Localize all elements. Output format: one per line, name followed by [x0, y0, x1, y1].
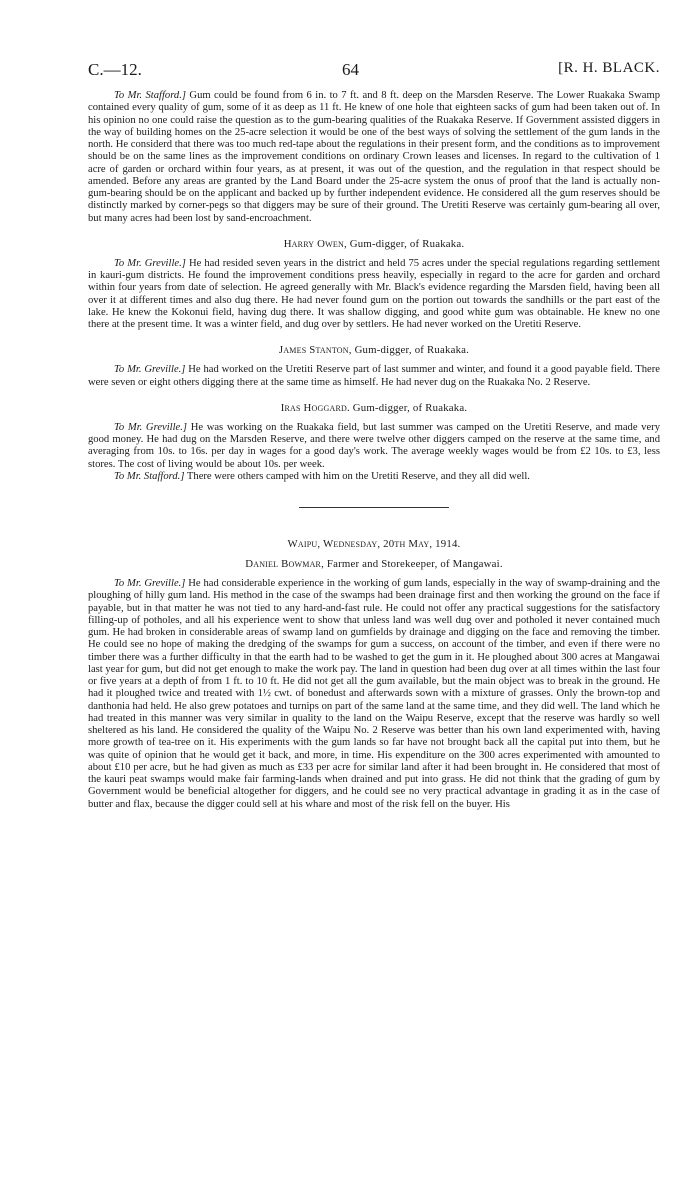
page-header	[88, 60, 660, 90]
sitting-date-heading	[88, 538, 660, 551]
witness-role: , Farmer and Storekeeper, of Mangawai.	[321, 558, 503, 570]
witness-heading-hoggard	[88, 402, 660, 415]
hoggard-evidence-paragraph	[88, 422, 660, 471]
page-number: 64	[342, 60, 359, 79]
witness-name: Iras Hoggard	[280, 401, 347, 414]
document-page	[88, 60, 660, 811]
addressee: To Mr. Greville.]	[114, 257, 186, 269]
witness-name: James Stanton	[278, 344, 349, 357]
witness-name: Daniel Bowmar	[245, 558, 322, 570]
running-head-author: [R. H. BLACK.	[558, 60, 660, 76]
witness-role: , Gum-digger, of Ruakaka.	[343, 237, 465, 250]
witness-heading-stanton	[88, 344, 660, 357]
hoggard-evidence-paragraph-2	[88, 471, 660, 483]
addressee: To Mr. Greville.]	[114, 364, 186, 376]
stanton-evidence-paragraph	[88, 364, 660, 389]
witness-name: Harry Owen	[283, 237, 344, 250]
evidence-text: He had resided seven years in the district and held 75 acres under the special regulations regarding settlement in kauri-gum districts. He found the improvement conditions press heavily, especially in regard to the acre for garden and orchard within four years from date of selection. He agreed generally with Mr. Black's evidence regarding the Marsden field, having been all over it at different times and also dug there. He had never found gum on the portion out towards the sandhills or the part east of the lake. He knew the Kokonui field, having dug there. It was shallow digging, and good white gum was obtainable. He knew no one there at the present time. It was a winter field, and dug over by settlers. He had never worked on the Uretiti Reserve.	[88, 257, 660, 330]
evidence-text: He had considerable experience in the working of gum lands, especially in the way of swamp-draining and the ploughing of hilly gum land. His method in the case of the swamps had been drainage first and then working the ground on the face if payable, but in that matter he was not tied to any hard-and-fast rule. He could not offer any practical suggestions for the satisfactory filling-up of potholes, and all his experience went to show that unless land was well dug over and potholed it never contained much gum. He had broken in considerable areas of swamp land on gumfields by drainage and digging on the face and removing the timber. He could see no hope of making the dredging of the swamps for gum a success, on account of the timber, and even if there were no timber there was a further difficulty in that the earth had to be washed to get the gum in it. He ploughed about 300 acres at Mangawai last year for gum, but did not get enough to make the work pay. The land in question had been dug over at all times within the last four or five years at a depth of from 1 ft. to 10 ft. He did not get all the gum available, but the main object was to break in the ground. He had it ploughed twice and treated with 1½ cwt. of bonedust and afterwards sown with a mixture of grasses. Only the brown-top and danthonia had held. He also grew potatoes and turnips on part of the same land at the same time, and they did well. The land which he had treated in this manner was very similar in quality to the land on the Waipu Reserve, except that the reserve was hardly so well sheltered as his land. He considered the quality of the Waipu No. 2 Reserve was better than his own land experimented with, having more growth of tea-tree on it. His experiments with the gum lands so far have not brought back all the capital put into them, but he was quite of opinion that he would get it back, and more, in time. His expenditure on the 300 acres experimented with amounted to about £10 per acre, but he had given as much as £33 per acre for similar land after it had been brought in. He considered that most of the kauri peat swamps would make fair farming-lands when drained and put into grass. He did not think that the grading of gum by Government would be beneficial altogether for diggers, and he could see no very practical advantage in grading it as in the case of butter and flax, because the digger could sell at his whare and most of the risk fell on the buyer. His	[88, 578, 660, 810]
witness-role: , Gum-digger, of Ruakaka.	[348, 344, 470, 357]
section-divider	[299, 507, 449, 508]
addressee: To Mr. Stafford.]	[114, 90, 186, 101]
witness-heading-owen	[88, 238, 660, 251]
evidence-text: He was working on the Ruakaka field, but last summer was camped on the Uretiti Reserve, and made very good money. He had dug on the Marsden Reserve, and there were twelve other diggers camped on the reserve at the same time, and averaging from 10s. to 16s. per day in wages for a good day's work. The average weekly wages would be from £2 10s. to £3, less stores. The cost of living would be about 10s. per week.	[88, 421, 660, 470]
parliamentary-paper-reference: C.—12.	[88, 60, 142, 79]
witness-role: . Gum-digger, of Ruakaka.	[346, 401, 468, 414]
evidence-text: He had worked on the Uretiti Reserve part of last summer and winter, and found it a good payable field. There were seven or eight others digging there at the same time as himself. He had never dug on the Ruakaka No. 2 Reserve.	[88, 364, 660, 388]
addressee: To Mr. Greville.]	[114, 421, 188, 433]
black-evidence-paragraph	[88, 90, 660, 225]
owen-evidence-paragraph	[88, 258, 660, 332]
evidence-text: There were others camped with him on the Uretiti Reserve, and they all did well.	[186, 470, 530, 482]
addressee: To Mr. Greville.]	[114, 578, 186, 589]
addressee: To Mr. Stafford.]	[114, 470, 185, 482]
bowmar-evidence-paragraph	[88, 578, 660, 811]
witness-heading-bowmar	[88, 558, 660, 571]
evidence-text: Gum could be found from 6 in. to 7 ft. and 8 ft. deep on the Marsden Reserve. The Lower Ruakaka Swamp contained every quality of gum, some of it as deep as 11 ft. He knew of one hole that eighteen sacks of gum had been taken out of. In his opinion no one could raise the question as to the gum-bearing qualities of the Ruakaka Reserve. If Government assisted diggers in the way of building homes on the 25-acre selection it would be one of the best ways of solving the settlement of the gum lands in the north. He considerd that there was too much red-tape about the regulations in their present form, and the conditions as to improvement should be on the same lines as the improvement conditions on ordinary Crown leases and licenses. In regard to the cultivation of 1 acre of garden or orchard within four years, as at present, it was out of the question, and the regulation in that respect should be amended. Before any areas are granted by the Land Board under the 25-acre system the onus of proof that the land is actually non-gum-bearing should be on the applicant and backed up by further independent evidence. He considered all the gum reserves should be distinctly marked by corner-pegs so that diggers may be sure of their ground. The Uretiti Reserve was certainly gum-bearing all over, but many acres had been lost by sand-encroachment.	[88, 90, 660, 224]
sitting-date: Waipu, Wednesday, 20th May, 1914.	[287, 538, 461, 550]
